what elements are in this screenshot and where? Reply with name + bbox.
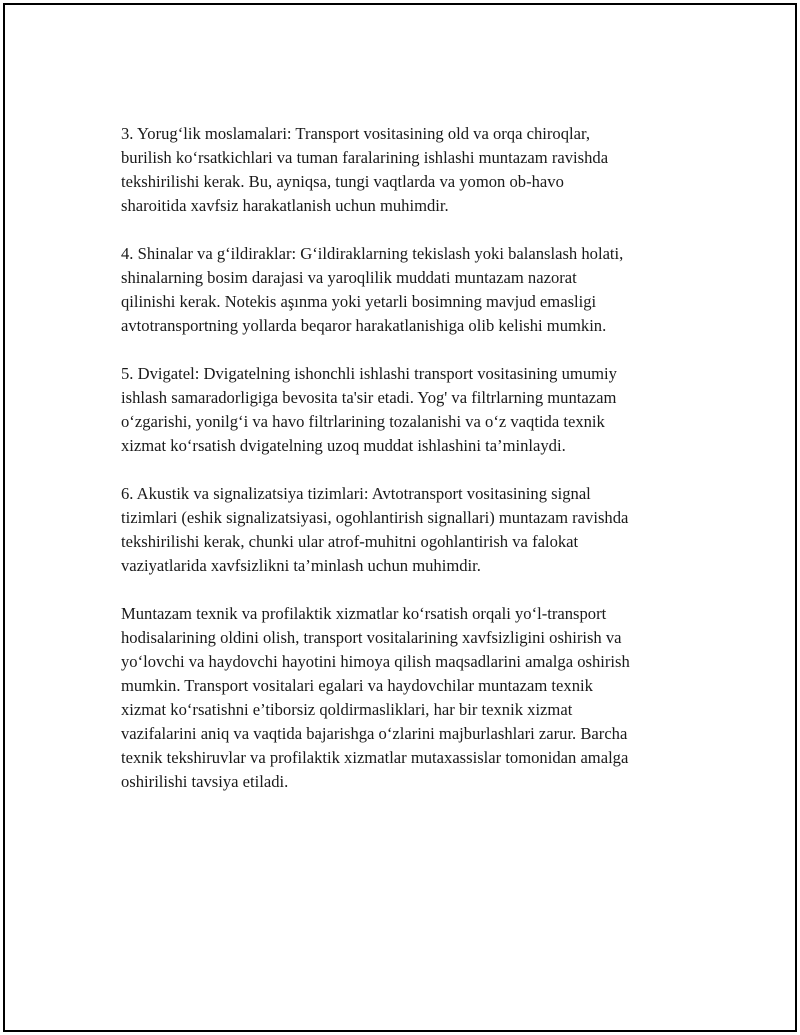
text-line: shinalarning bosim darajasi va yaroqlilik muddati muntazam nazorat [121, 268, 577, 287]
text-line: qilinishi kerak. Notekis aşınma yoki yetarli bosimning mavjud emasligi [121, 292, 597, 311]
text-line: texnik tekshiruvlar va profilaktik xizmatlar mutaxassislar tomonidan amalga [121, 748, 629, 767]
text-line: vazifalarini aniq va vaqtida bajarishga o‘zlarini majburlashlari zarur. Barcha [121, 724, 628, 743]
paragraph-lighting [121, 122, 696, 218]
text-line: tekshirilishi kerak. Bu, ayniqsa, tungi vaqtlarda va yomon ob-havo [121, 172, 564, 191]
paragraph-conclusion [121, 602, 696, 794]
text-line: yo‘lovchi va haydovchi hayotini himoya qilish maqsadlarini amalga oshirish [121, 652, 630, 671]
text-line: o‘zgarishi, yonilg‘i va havo filtrlarining tozalanishi va o‘z vaqtida texnik [121, 412, 605, 431]
text-line: tizimlari (eshik signalizatsiyasi, ogohlantirish signallari) muntazam ravishda [121, 508, 629, 527]
page-frame [3, 3, 797, 1032]
paragraph-signal-systems [121, 482, 696, 578]
text-line: burilish ko‘rsatkichlari va tuman faralarining ishlashi muntazam ravishda [121, 148, 609, 167]
text-line: tekshirilishi kerak, chunki ular atrof-muhitni ogohlantirish va falokat [121, 532, 579, 551]
text-line: 5. Dvigatel: Dvigatelning ishonchli ishlashi transport vositasining umumiy [121, 364, 617, 383]
text-line: vaziyatlarida xavfsizlikni ta’minlash uchun muhimdir. [121, 556, 481, 575]
text-line: 3. Yorug‘lik moslamalari: Transport vositasining old va orqa chiroqlar, [121, 124, 590, 143]
paragraph-tires-wheels [121, 242, 696, 338]
text-line: xizmat ko‘rsatish dvigatelning uzoq muddat ishlashini ta’minlaydi. [121, 436, 566, 455]
paragraph-engine [121, 362, 696, 458]
text-line: hodisalarining oldini olish, transport vositalarining xavfsizligini oshirish va [121, 628, 622, 647]
document-body [121, 122, 696, 818]
text-line: Muntazam texnik va profilaktik xizmatlar ko‘rsatish orqali yo‘l-transport [121, 604, 607, 623]
text-line: avtotransportning yollarda beqaror harakatlanishiga olib kelishi mumkin. [121, 316, 607, 335]
text-line: 4. Shinalar va g‘ildiraklar: G‘ildiraklarning tekislash yoki balanslash holati, [121, 244, 624, 263]
text-line: 6. Akustik va signalizatsiya tizimlari: Avtotransport vositasining signal [121, 484, 591, 503]
text-line: ishlash samaradorligiga bevosita ta'sir etadi. Yog' va filtrlarning muntazam [121, 388, 617, 407]
text-line: xizmat ko‘rsatishni e’tiborsiz qoldirmasliklari, har bir texnik xizmat [121, 700, 573, 719]
text-line: mumkin. Transport vositalari egalari va haydovchilar muntazam texnik [121, 676, 593, 695]
text-line: sharoitida xavfsiz harakatlanish uchun muhimdir. [121, 196, 449, 215]
text-line: oshirilishi tavsiya etiladi. [121, 772, 289, 791]
